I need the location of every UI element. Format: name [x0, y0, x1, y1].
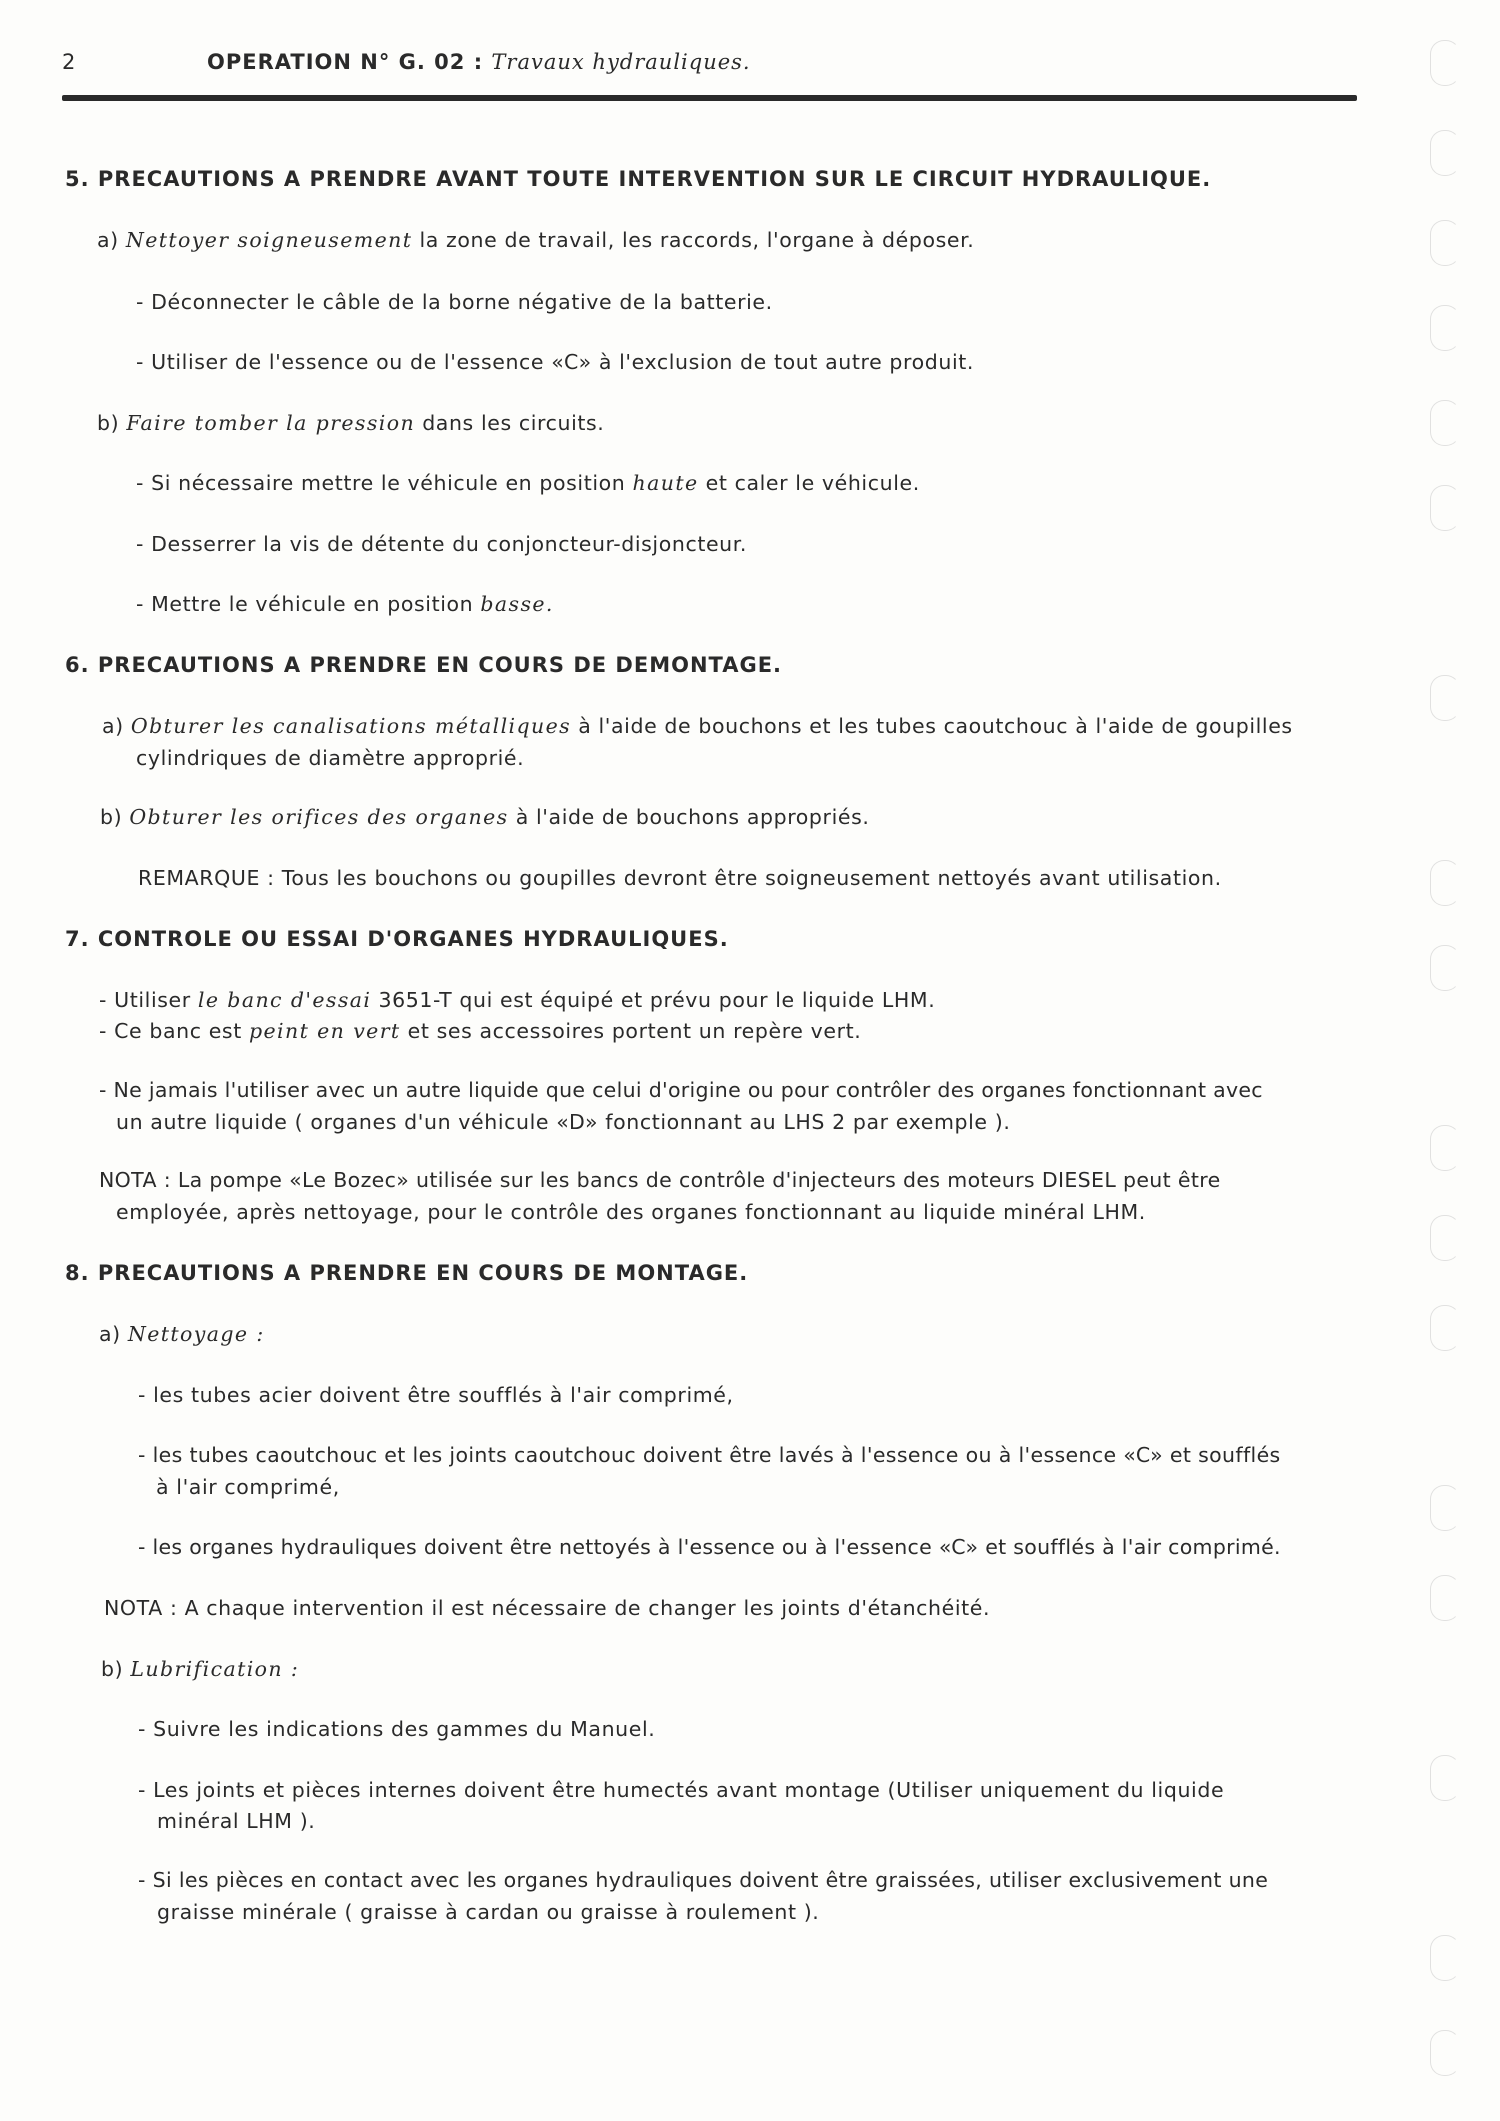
binder-hole-mark [1430, 2030, 1460, 2076]
section-6-b: b) Obturer les orifices des organes à l'aide de bouchons appropriés. [100, 805, 870, 829]
section-5-b: b) Faire tomber la pression dans les circuits. [97, 411, 605, 435]
section-7-item-1: - Utiliser le banc d'essai 3651-T qui est équipé et prévu pour le liquide LHM. [99, 988, 936, 1012]
section-7-nota-cont: employée, après nettoyage, pour le contrôle des organes fonctionnant au liquide minéral LHM. [116, 1200, 1146, 1224]
header-rule [62, 95, 1357, 101]
binder-hole-mark [1430, 1935, 1460, 1981]
section-8-b-item-3-cont: graisse minérale ( graisse à cardan ou graisse à roulement ). [157, 1900, 820, 1924]
binder-hole-mark [1430, 1485, 1460, 1531]
binder-hole-mark [1430, 1305, 1460, 1351]
binder-hole-mark [1430, 485, 1460, 531]
section-6-a: a) Obturer les canalisations métalliques à l'aide de bouchons et les tubes caoutchouc à l'aide de goupilles [102, 714, 1293, 738]
section-5-a-item-2: - Utiliser de l'essence ou de l'essence «C» à l'exclusion de tout autre produit. [136, 350, 974, 374]
section-8-b-item-1: - Suivre les indications des gammes du Manuel. [138, 1717, 656, 1741]
binder-hole-mark [1430, 40, 1460, 86]
section-6-remark: REMARQUE : Tous les bouchons ou goupilles devront être soigneusement nettoyés avant utilisation. [138, 866, 1222, 890]
section-8-heading: 8. PRECAUTIONS A PRENDRE EN COURS DE MONTAGE. [65, 1261, 749, 1285]
section-7-item-3-cont: un autre liquide ( organes d'un véhicule «D» fonctionnant au LHS 2 par exemple ). [116, 1110, 1011, 1134]
page-title [207, 50, 751, 74]
section-8-a-item-2: - les tubes caoutchouc et les joints caoutchouc doivent être lavés à l'essence ou à l'essence «C» et soufflés [138, 1443, 1281, 1467]
section-6-heading: 6. PRECAUTIONS A PRENDRE EN COURS DE DEMONTAGE. [65, 653, 783, 677]
section-5-heading: 5. PRECAUTIONS A PRENDRE AVANT TOUTE INTERVENTION SUR LE CIRCUIT HYDRAULIQUE. [65, 167, 1212, 191]
section-8-b-item-2-cont: minéral LHM ). [157, 1809, 316, 1833]
binder-hole-mark [1430, 1575, 1460, 1621]
binder-hole-mark [1430, 400, 1460, 446]
section-7-item-3: - Ne jamais l'utiliser avec un autre liquide que celui d'origine ou pour contrôler des organes fonctionnant avec [99, 1078, 1263, 1102]
binder-hole-mark [1430, 675, 1460, 721]
section-7-item-2: - Ce banc est peint en vert et ses accessoires portent un repère vert. [99, 1019, 862, 1043]
section-6-a-cont: cylindriques de diamètre approprié. [136, 746, 525, 770]
binder-hole-mark [1430, 130, 1460, 176]
section-5-a-item-1: - Déconnecter le câble de la borne négative de la batterie. [136, 290, 773, 314]
binder-hole-mark [1430, 1215, 1460, 1261]
binder-hole-mark [1430, 945, 1460, 991]
section-5-b-item-3: - Mettre le véhicule en position basse. [136, 592, 554, 616]
section-8-a-item-1: - les tubes acier doivent être soufflés à l'air comprimé, [138, 1383, 734, 1407]
section-8-b-item-3: - Si les pièces en contact avec les organes hydrauliques doivent être graissées, utiliser exclusivement une [138, 1868, 1269, 1892]
section-8-a-item-3: - les organes hydrauliques doivent être nettoyés à l'essence ou à l'essence «C» et soufflés à l'air comprimé. [138, 1535, 1281, 1559]
binder-hole-mark [1430, 1755, 1460, 1801]
section-5-b-item-1: - Si nécessaire mettre le véhicule en position haute et caler le véhicule. [136, 471, 920, 495]
section-7-heading: 7. CONTROLE OU ESSAI D'ORGANES HYDRAULIQUES. [65, 927, 729, 951]
section-8-a: a) Nettoyage : [99, 1322, 265, 1346]
binder-hole-mark [1430, 305, 1460, 351]
binder-hole-mark [1430, 860, 1460, 906]
section-5-b-item-2: - Desserrer la vis de détente du conjoncteur-disjoncteur. [136, 532, 748, 556]
section-8-a-item-2-cont: à l'air comprimé, [156, 1475, 340, 1499]
operation-subtitle: Travaux hydrauliques. [491, 50, 751, 74]
section-5-a: a) Nettoyer soigneusement la zone de travail, les raccords, l'organe à déposer. [97, 228, 975, 252]
binder-hole-mark [1430, 220, 1460, 266]
operation-number: OPERATION N° G. 02 : [207, 50, 492, 74]
section-8-b-item-2: - Les joints et pièces internes doivent être humectés avant montage (Utiliser uniquement du liquide [138, 1778, 1225, 1802]
page-number: 2 [62, 50, 76, 74]
section-8-nota: NOTA : A chaque intervention il est nécessaire de changer les joints d'étanchéité. [104, 1596, 991, 1620]
section-8-b: b) Lubrification : [101, 1657, 300, 1681]
binder-hole-mark [1430, 1125, 1460, 1171]
section-7-nota: NOTA : La pompe «Le Bozec» utilisée sur les bancs de contrôle d'injecteurs des moteurs DIESEL peut être [99, 1168, 1221, 1192]
